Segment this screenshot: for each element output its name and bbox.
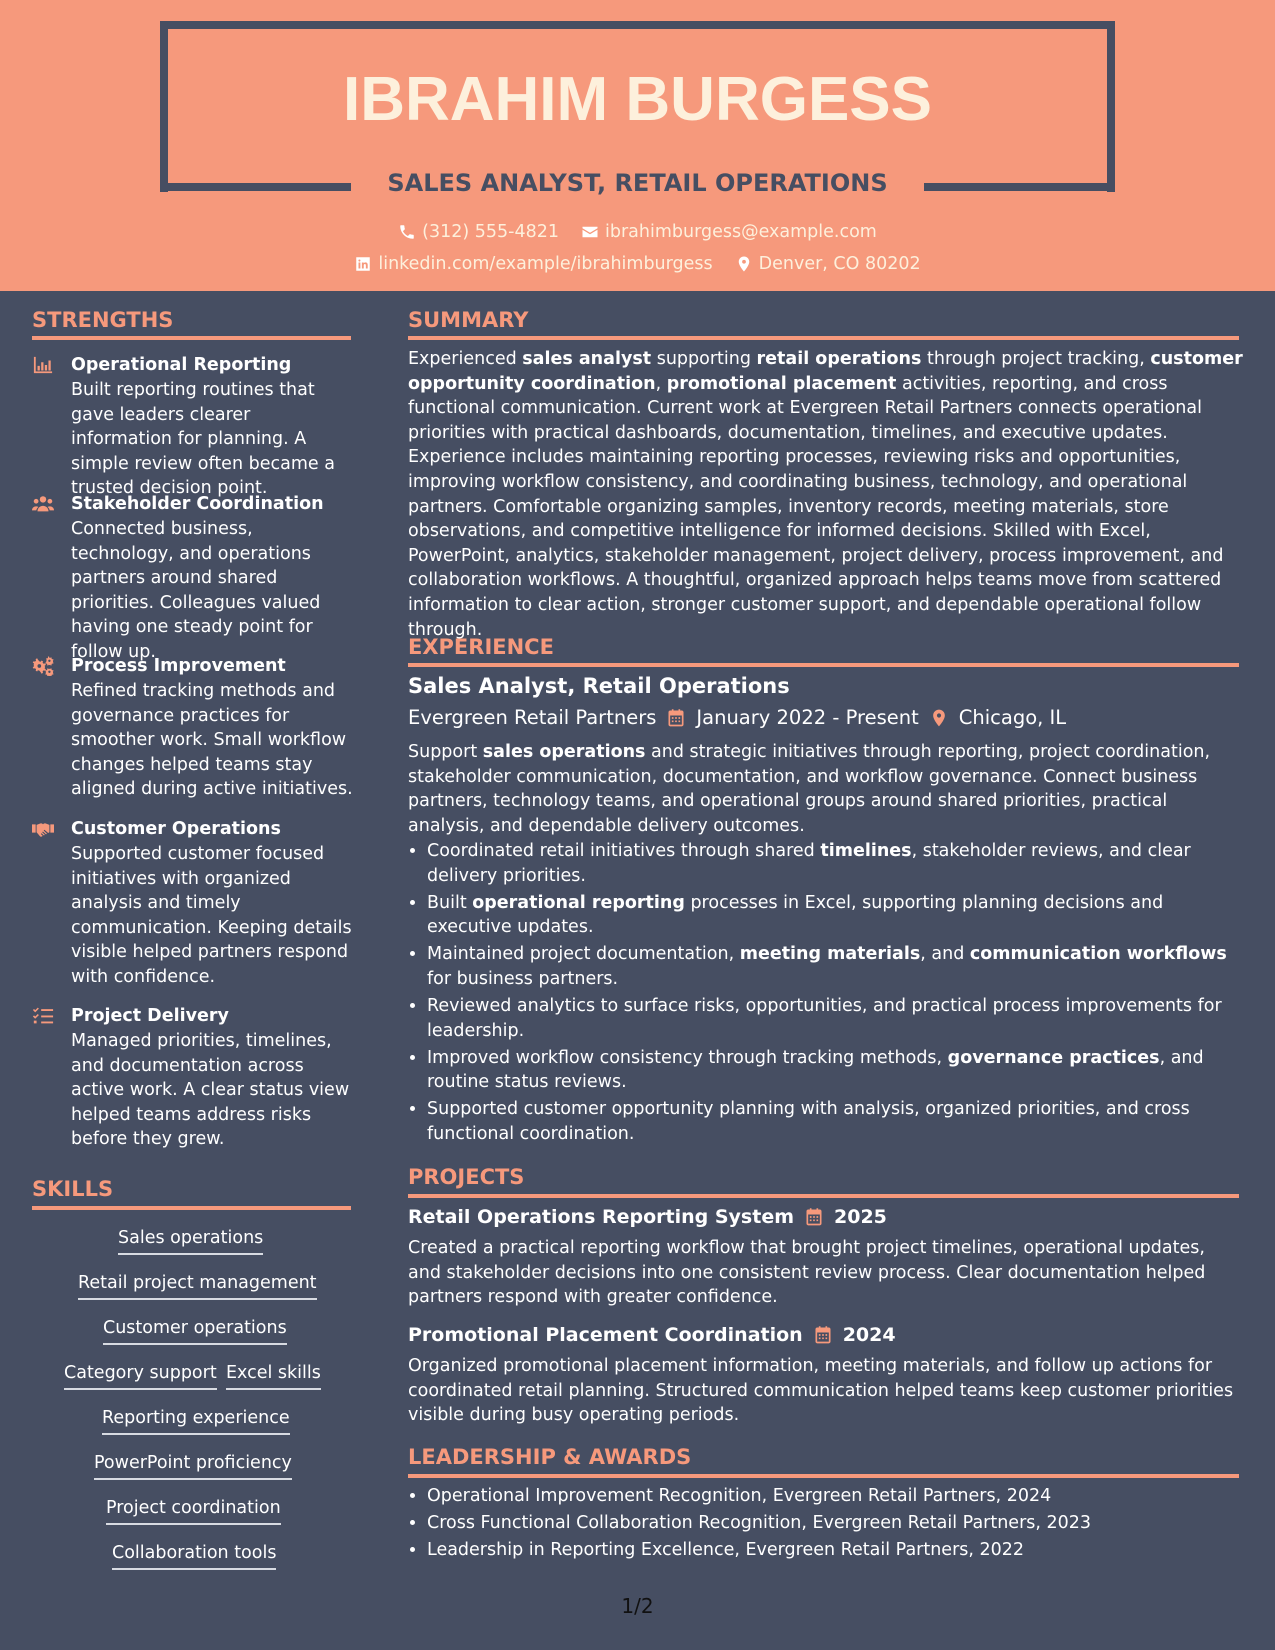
skills-rule xyxy=(32,1206,351,1210)
emphasis-text: communication workflows xyxy=(969,944,1227,965)
handshake-icon xyxy=(32,819,54,839)
strength-title: Process Improvement xyxy=(71,656,286,676)
job-bullet: • Supported customer opportunity planning with analysis, organized priorities, and cross functional coordination. xyxy=(427,1097,1243,1146)
job-bullet: • Coordinated retail initiatives through shared timelines, stakeholder reviews, and clear delivery priorities. xyxy=(427,839,1243,888)
job-meta xyxy=(408,704,1066,732)
calendar-icon xyxy=(666,708,686,728)
strength-title: Operational Reporting xyxy=(71,355,292,375)
envelope-icon xyxy=(581,223,599,241)
strengths-heading: STRENGTHS xyxy=(32,308,174,332)
job-bullet: • Built operational reporting processes in Excel, supporting planning decisions and executive updates. xyxy=(427,891,1243,940)
awards-rule xyxy=(408,1474,1239,1478)
emphasis-text: sales operations xyxy=(482,742,646,762)
phone-text: (312) 555-4821 xyxy=(422,222,559,242)
strength-item xyxy=(32,817,352,992)
contact-row-2 xyxy=(0,252,1275,276)
strength-description: Connected business, technology, and operations partners around shared priorities. Colleagues valued having one steady point for follow up. xyxy=(71,519,321,662)
map-pin-icon xyxy=(929,708,949,728)
strength-description: Supported customer focused initiatives with organized analysis and timely communication. Keeping details visible helped partners respond with confidence. xyxy=(71,844,352,987)
project-title-row xyxy=(408,1322,896,1348)
award-item: • Cross Functional Collaboration Recognition, Evergreen Retail Partners, 2023 xyxy=(427,1511,1243,1536)
project-title-row xyxy=(408,1204,887,1230)
calendar-icon xyxy=(804,1207,824,1227)
linkedin-text: linkedin.com/example/ibrahimburgess xyxy=(378,254,713,274)
job-title: Sales Analyst, Retail Operations xyxy=(408,674,790,698)
gears-icon xyxy=(32,656,54,676)
strength-item xyxy=(32,1004,352,1154)
skill-tag: Category support xyxy=(64,1361,217,1390)
strength-item xyxy=(32,492,352,662)
emphasis-text: customer opportunity coordination xyxy=(408,349,1243,394)
resume-header xyxy=(0,0,1275,291)
experience-rule xyxy=(408,663,1239,667)
skills-heading: SKILLS xyxy=(32,1177,114,1201)
skill-tag: PowerPoint proficiency xyxy=(94,1451,292,1480)
awards-heading: LEADERSHIP & AWARDS xyxy=(408,1445,692,1469)
users-icon xyxy=(32,494,54,514)
strength-description: Managed priorities, timelines, and documentation across active work. A clear status view helped teams address risks before they grew. xyxy=(71,1031,350,1150)
award-item: • Operational Improvement Recognition, Evergreen Retail Partners, 2024 xyxy=(427,1484,1243,1509)
job-bullet: • Improved workflow consistency through tracking methods, governance practices, and routine status reviews. xyxy=(427,1046,1243,1095)
location-text: Denver, CO 80202 xyxy=(758,254,921,274)
skill-tag: Retail project management xyxy=(78,1271,317,1300)
email-contact[interactable] xyxy=(581,220,877,244)
candidate-name: IBRAHIM BURGESS xyxy=(342,65,933,134)
emphasis-text: governance practices xyxy=(947,1047,1160,1068)
project-description: Created a practical reporting workflow that brought project timelines, operational updates, and stakeholder decisions into one consistent review process. Clear documentation helped partners respond with greater confidence. xyxy=(408,1238,1206,1308)
strength-item xyxy=(32,353,352,499)
phone-icon xyxy=(398,223,416,241)
map-pin-icon xyxy=(735,255,753,273)
page-number: 1/2 xyxy=(621,1594,654,1618)
skill-tag: Excel skills xyxy=(226,1361,321,1390)
award-item: • Leadership in Reporting Excellence, Evergreen Retail Partners, 2022 xyxy=(427,1538,1243,1563)
job-bullet: • Maintained project documentation, meeting materials, and communication workflows for business partners. xyxy=(427,942,1243,991)
job-intro: Support sales operations and strategic initiatives through reporting, project coordination, stakeholder communication, documentation, and workflow governance. Connect business partners, technology teams, and operational groups around shared priorities, practical analysis, and dependable delivery outcomes. xyxy=(408,742,1211,836)
phone-contact[interactable] xyxy=(398,220,559,244)
strength-title: Customer Operations xyxy=(71,819,281,839)
strength-item xyxy=(32,654,352,804)
strength-title: Stakeholder Coordination xyxy=(71,494,324,514)
skill-tag: Sales operations xyxy=(118,1226,263,1255)
strength-description: Refined tracking methods and governance practices for smoother work. Small workflow changes helped teams stay aligned during active initiatives. xyxy=(71,681,353,800)
strengths-rule xyxy=(32,336,351,340)
location-contact xyxy=(735,252,921,276)
project-year: 2024 xyxy=(842,1324,896,1346)
linkedin-icon xyxy=(354,255,372,273)
company-name: Evergreen Retail Partners xyxy=(408,706,657,729)
project-year: 2025 xyxy=(834,1206,887,1228)
skill-tag: Collaboration tools xyxy=(112,1541,276,1570)
job-bullets xyxy=(408,839,1243,1149)
candidate-role: SALES ANALYST, RETAIL OPERATIONS xyxy=(387,169,888,197)
emphasis-text: sales analyst xyxy=(522,349,652,369)
skill-tag: Reporting experience xyxy=(102,1406,290,1435)
project-description: Organized promotional placement information, meeting materials, and follow up actions for coordinated retail planning. Structured communication helped teams keep customer priorities visible during busy operating periods. xyxy=(408,1356,1234,1426)
email-text: ibrahimburgess@example.com xyxy=(605,222,877,242)
strength-title: Project Delivery xyxy=(71,1006,229,1026)
calendar-icon xyxy=(813,1325,833,1345)
summary-rule xyxy=(408,336,1239,340)
linkedin-contact[interactable] xyxy=(354,252,712,276)
experience-heading: EXPERIENCE xyxy=(408,635,554,659)
emphasis-text: operational reporting xyxy=(472,892,685,913)
summary-heading: SUMMARY xyxy=(408,308,529,332)
emphasis-text: retail operations xyxy=(756,349,922,369)
skill-tag: Customer operations xyxy=(103,1316,287,1345)
contact-row-1 xyxy=(0,220,1275,244)
skill-tag: Project coordination xyxy=(106,1496,281,1525)
emphasis-text: meeting materials xyxy=(739,944,921,965)
job-dates: January 2022 - Present xyxy=(696,706,919,729)
bar-chart-icon xyxy=(32,355,54,375)
checklist-icon xyxy=(32,1006,54,1026)
emphasis-text: promotional placement xyxy=(666,373,897,394)
project-title: Retail Operations Reporting System xyxy=(408,1206,795,1228)
strength-description: Built reporting routines that gave leaders clearer information for planning. A simple review often became a trusted decision point. xyxy=(71,380,335,499)
summary-text: Experienced sales analyst supporting retail operations through project tracking, customer opportunity coordination, promotional placement activities, reporting, and cross functional communication. Current work at Evergreen Retail Partners connects operational priorities with practical dashboards, documentation, timelines, and executive updates. Experience includes maintaining reporting processes, reviewing risks and opportunities, improving workflow consistency, and coordinating business, technology, and operational partners. Comfortable organizing samples, inventory records, meeting materials, store observations, and competitive intelligence for informed decisions. Skilled with Excel, PowerPoint, analytics, stakeholder management, project delivery, process improvement, and collaboration workflows. A thoughtful, organized approach helps teams move from scattered information to clear action, stronger customer support, and dependable operational follow through. xyxy=(408,349,1243,640)
projects-rule xyxy=(408,1194,1239,1198)
awards-list xyxy=(408,1484,1243,1565)
project-title: Promotional Placement Coordination xyxy=(408,1324,803,1346)
projects-heading: PROJECTS xyxy=(408,1165,525,1189)
job-bullet: • Reviewed analytics to surface risks, opportunities, and practical process improvements for leadership. xyxy=(427,994,1243,1043)
emphasis-text: timelines xyxy=(820,841,912,861)
job-location: Chicago, IL xyxy=(958,706,1067,729)
